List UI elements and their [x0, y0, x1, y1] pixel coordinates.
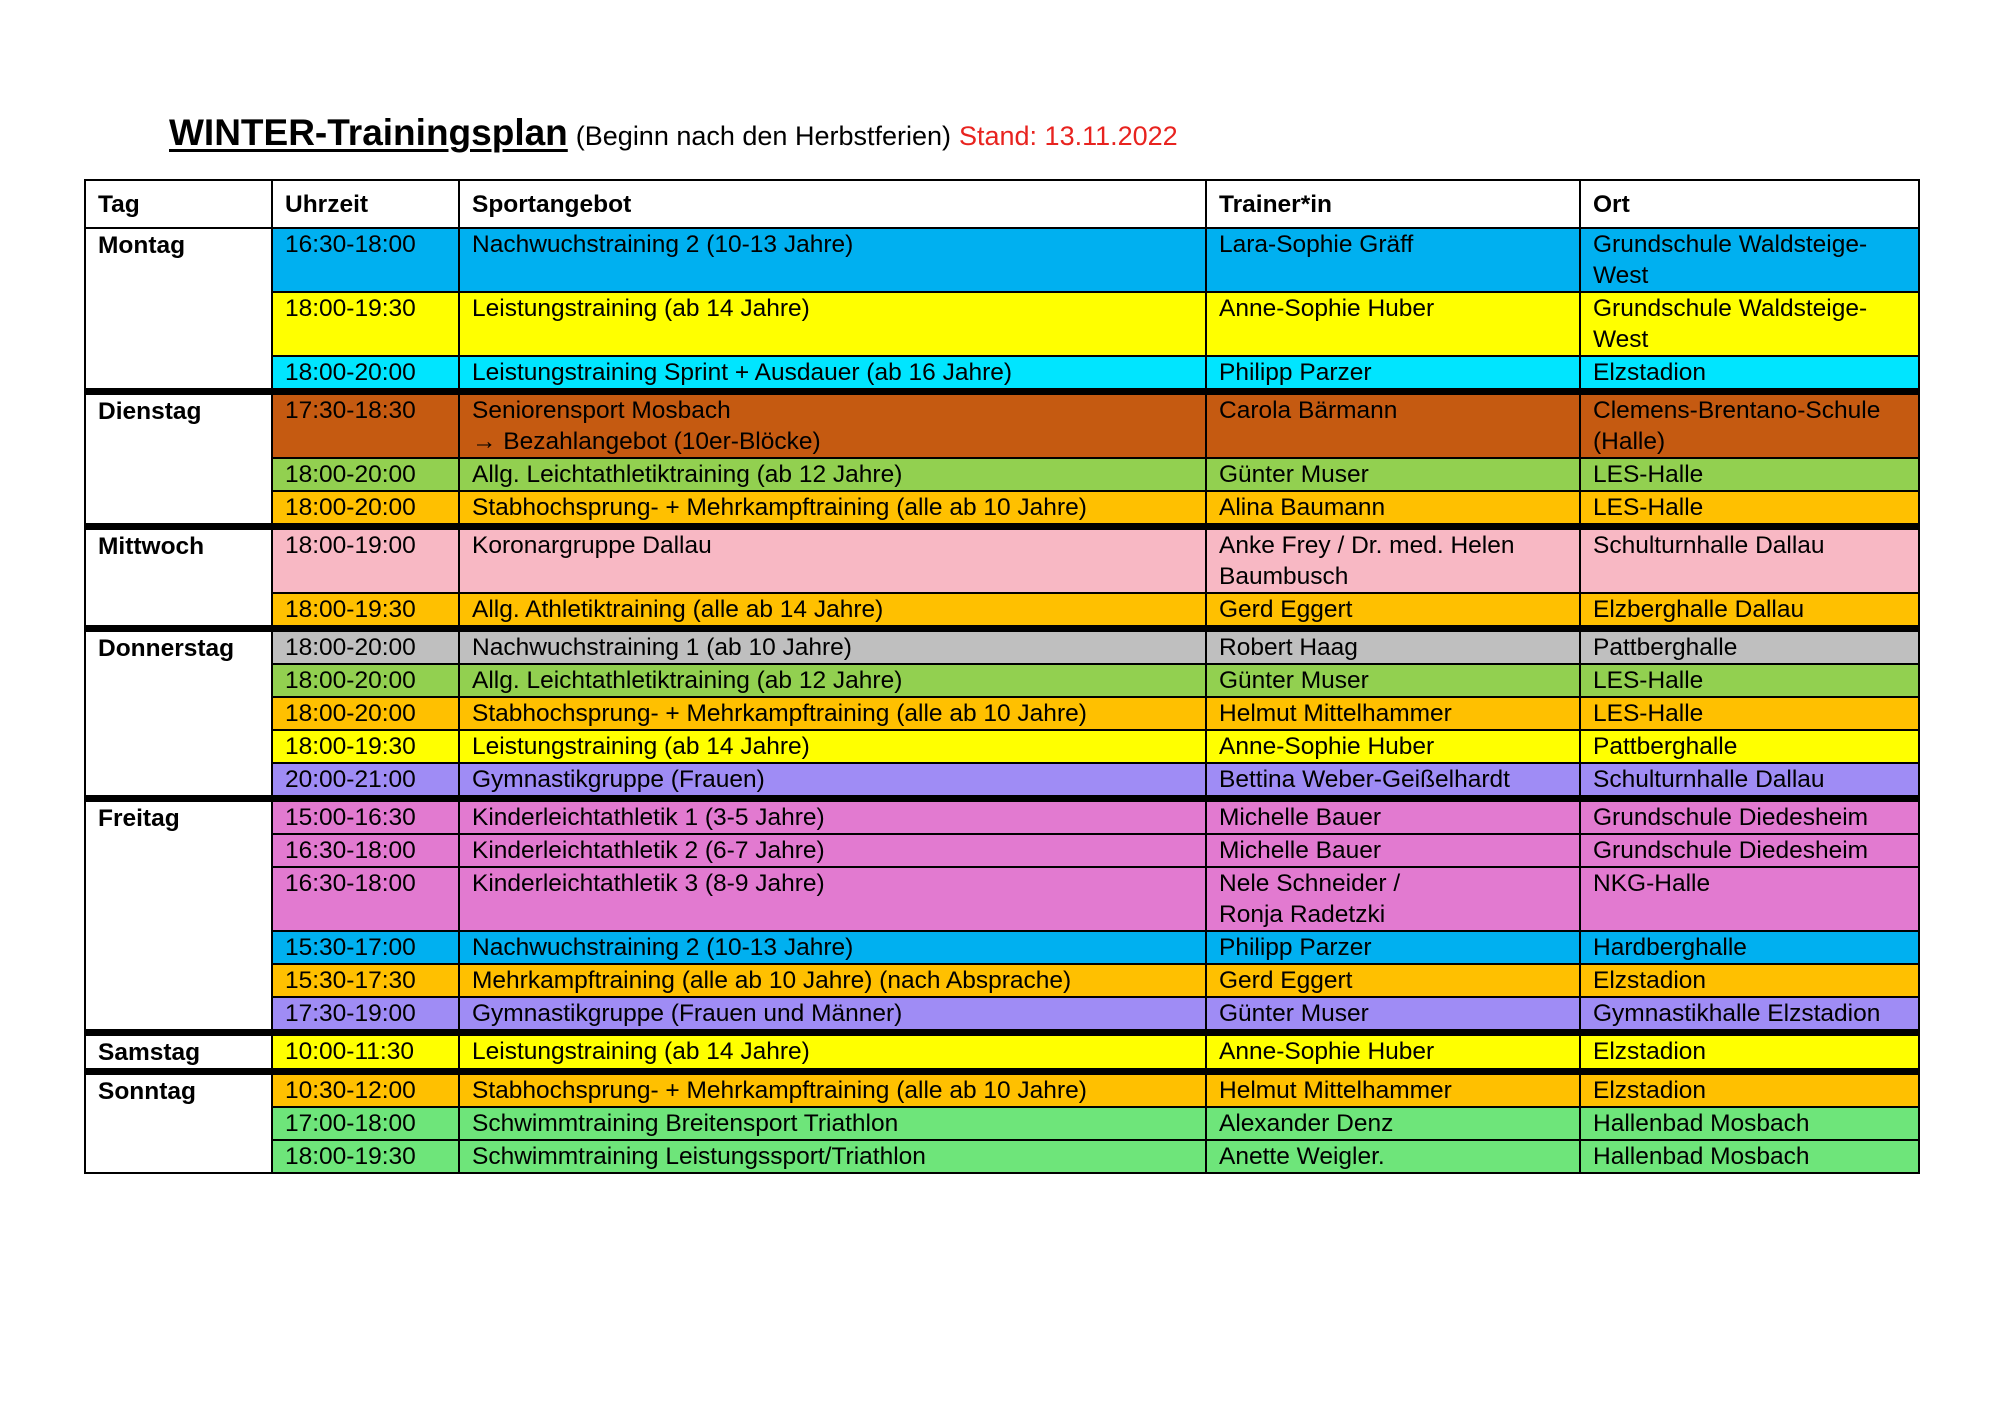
offer-cell: Stabhochsprung- + Mehrkampftraining (alle ab 10 Jahre) — [459, 491, 1206, 527]
table-row — [85, 491, 1919, 527]
place-cell: LES-Halle — [1580, 664, 1919, 697]
place-cell: Elzstadion — [1580, 356, 1919, 392]
table-row — [85, 593, 1919, 629]
offer-cell: Nachwuchstraining 1 (ab 10 Jahre) — [459, 629, 1206, 665]
time-cell: 10:30-12:00 — [272, 1072, 459, 1108]
place-cell: Clemens-Brentano-Schule (Halle) — [1580, 392, 1919, 459]
trainer-cell: Robert Haag — [1206, 629, 1580, 665]
place-cell: Grundschule Waldsteige-West — [1580, 228, 1919, 292]
time-cell: 17:30-18:30 — [272, 392, 459, 459]
offer-cell: Allg. Athletiktraining (alle ab 14 Jahre) — [459, 593, 1206, 629]
day-cell: Samstag — [85, 1033, 272, 1072]
column-header-sportangebot: Sportangebot — [459, 180, 1206, 228]
time-cell: 16:30-18:00 — [272, 228, 459, 292]
trainer-cell: Anke Frey / Dr. med. Helen Baumbusch — [1206, 527, 1580, 594]
time-cell: 15:30-17:30 — [272, 964, 459, 997]
trainer-cell: Anne-Sophie Huber — [1206, 1033, 1580, 1072]
day-group-freitag — [85, 799, 1919, 1033]
day-group-donnerstag — [85, 629, 1919, 799]
day-group-montag — [85, 228, 1919, 392]
offer-cell: Allg. Leichtathletiktraining (ab 12 Jahre) — [459, 458, 1206, 491]
time-cell: 15:00-16:30 — [272, 799, 459, 835]
day-group-sonntag — [85, 1072, 1919, 1174]
trainer-cell: Günter Muser — [1206, 664, 1580, 697]
table-row — [85, 664, 1919, 697]
offer-cell: Schwimmtraining Breitensport Triathlon — [459, 1107, 1206, 1140]
trainer-cell: Günter Muser — [1206, 997, 1580, 1033]
trainer-cell: Alexander Denz — [1206, 1107, 1580, 1140]
trainer-cell: Nele Schneider / Ronja Radetzki — [1206, 867, 1580, 931]
table-row — [85, 931, 1919, 964]
trainer-cell: Michelle Bauer — [1206, 799, 1580, 835]
offer-cell: Nachwuchstraining 2 (10-13 Jahre) — [459, 228, 1206, 292]
offer-cell: Seniorensport Mosbach → Bezahlangebot (10er-Blöcke) — [459, 392, 1206, 459]
time-cell: 18:00-19:30 — [272, 593, 459, 629]
table-row — [85, 1140, 1919, 1173]
trainer-cell: Carola Bärmann — [1206, 392, 1580, 459]
day-cell: Montag — [85, 228, 272, 392]
day-group-dienstag — [85, 392, 1919, 527]
time-cell: 20:00-21:00 — [272, 763, 459, 799]
trainer-cell: Helmut Mittelhammer — [1206, 697, 1580, 730]
day-cell: Donnerstag — [85, 629, 272, 799]
table-row — [85, 834, 1919, 867]
trainer-cell: Günter Muser — [1206, 458, 1580, 491]
trainer-cell: Bettina Weber-Geißelhardt — [1206, 763, 1580, 799]
time-cell: 18:00-20:00 — [272, 356, 459, 392]
table-row — [85, 292, 1919, 356]
place-cell: Pattberghalle — [1580, 629, 1919, 665]
day-cell: Dienstag — [85, 392, 272, 527]
stand-date: Stand: 13.11.2022 — [959, 121, 1178, 151]
place-cell: Schulturnhalle Dallau — [1580, 527, 1919, 594]
page-title: WINTER-Trainingsplan — [169, 112, 568, 153]
trainer-cell: Philipp Parzer — [1206, 931, 1580, 964]
trainer-cell: Anne-Sophie Huber — [1206, 292, 1580, 356]
day-cell: Mittwoch — [85, 527, 272, 629]
day-cell: Freitag — [85, 799, 272, 1033]
time-cell: 18:00-19:30 — [272, 730, 459, 763]
trainer-cell: Alina Baumann — [1206, 491, 1580, 527]
table-row — [85, 697, 1919, 730]
place-cell: Elzstadion — [1580, 1072, 1919, 1108]
table-row — [85, 997, 1919, 1033]
day-group-samstag — [85, 1033, 1919, 1072]
table-row — [85, 356, 1919, 392]
trainer-cell: Gerd Eggert — [1206, 964, 1580, 997]
table-row — [85, 763, 1919, 799]
table-row — [85, 629, 1919, 665]
table-row — [85, 527, 1919, 594]
offer-cell: Stabhochsprung- + Mehrkampftraining (alle ab 10 Jahre) — [459, 1072, 1206, 1108]
offer-cell: Gymnastikgruppe (Frauen) — [459, 763, 1206, 799]
time-cell: 18:00-19:30 — [272, 1140, 459, 1173]
header-row — [85, 180, 1919, 228]
place-cell: Grundschule Diedesheim — [1580, 834, 1919, 867]
offer-cell: Allg. Leichtathletiktraining (ab 12 Jahre) — [459, 664, 1206, 697]
trainer-cell: Helmut Mittelhammer — [1206, 1072, 1580, 1108]
trainer-cell: Anette Weigler. — [1206, 1140, 1580, 1173]
training-schedule-table — [84, 179, 1920, 1174]
place-cell: Schulturnhalle Dallau — [1580, 763, 1919, 799]
page-subtitle: (Beginn nach den Herbstferien) — [575, 121, 951, 151]
table-row — [85, 1107, 1919, 1140]
place-cell: Elzberghalle Dallau — [1580, 593, 1919, 629]
time-cell: 18:00-20:00 — [272, 491, 459, 527]
offer-cell: Koronargruppe Dallau — [459, 527, 1206, 594]
trainer-cell: Anne-Sophie Huber — [1206, 730, 1580, 763]
day-cell: Sonntag — [85, 1072, 272, 1174]
time-cell: 17:30-19:00 — [272, 997, 459, 1033]
column-header-uhrzeit: Uhrzeit — [272, 180, 459, 228]
table-row — [85, 730, 1919, 763]
place-cell: LES-Halle — [1580, 458, 1919, 491]
trainer-cell: Lara-Sophie Gräff — [1206, 228, 1580, 292]
table-header — [85, 180, 1919, 228]
place-cell: Grundschule Waldsteige-West — [1580, 292, 1919, 356]
time-cell: 17:00-18:00 — [272, 1107, 459, 1140]
time-cell: 16:30-18:00 — [272, 834, 459, 867]
day-group-mittwoch — [85, 527, 1919, 629]
place-cell: Hardberghalle — [1580, 931, 1919, 964]
time-cell: 10:00-11:30 — [272, 1033, 459, 1072]
offer-cell: Schwimmtraining Leistungssport/Triathlon — [459, 1140, 1206, 1173]
time-cell: 18:00-20:00 — [272, 458, 459, 491]
time-cell: 18:00-20:00 — [272, 697, 459, 730]
offer-cell: Leistungstraining Sprint + Ausdauer (ab 16 Jahre) — [459, 356, 1206, 392]
time-cell: 18:00-19:30 — [272, 292, 459, 356]
time-cell: 18:00-20:00 — [272, 629, 459, 665]
table-row — [85, 867, 1919, 931]
table-row — [85, 799, 1919, 835]
table-row — [85, 1033, 1919, 1072]
column-header-ort: Ort — [1580, 180, 1919, 228]
offer-cell: Gymnastikgruppe (Frauen und Männer) — [459, 997, 1206, 1033]
place-cell: Elzstadion — [1580, 1033, 1919, 1072]
offer-cell: Leistungstraining (ab 14 Jahre) — [459, 292, 1206, 356]
offer-cell: Kinderleichtathletik 3 (8-9 Jahre) — [459, 867, 1206, 931]
offer-cell: Stabhochsprung- + Mehrkampftraining (alle ab 10 Jahre) — [459, 697, 1206, 730]
column-header-trainer: Trainer*in — [1206, 180, 1580, 228]
place-cell: NKG-Halle — [1580, 867, 1919, 931]
offer-cell: Leistungstraining (ab 14 Jahre) — [459, 730, 1206, 763]
table-row — [85, 228, 1919, 292]
place-cell: Grundschule Diedesheim — [1580, 799, 1919, 835]
time-cell: 18:00-20:00 — [272, 664, 459, 697]
place-cell: Elzstadion — [1580, 964, 1919, 997]
place-cell: LES-Halle — [1580, 491, 1919, 527]
place-cell: Pattberghalle — [1580, 730, 1919, 763]
offer-cell: Kinderleichtathletik 2 (6-7 Jahre) — [459, 834, 1206, 867]
table-row — [85, 1072, 1919, 1108]
time-cell: 16:30-18:00 — [272, 867, 459, 931]
column-header-tag: Tag — [85, 180, 272, 228]
page-heading — [169, 112, 1178, 154]
table-row — [85, 964, 1919, 997]
time-cell: 15:30-17:00 — [272, 931, 459, 964]
offer-cell: Nachwuchstraining 2 (10-13 Jahre) — [459, 931, 1206, 964]
time-cell: 18:00-19:00 — [272, 527, 459, 594]
table-row — [85, 392, 1919, 459]
place-cell: Hallenbad Mosbach — [1580, 1107, 1919, 1140]
place-cell: Gymnastikhalle Elzstadion — [1580, 997, 1919, 1033]
place-cell: LES-Halle — [1580, 697, 1919, 730]
trainer-cell: Philipp Parzer — [1206, 356, 1580, 392]
trainer-cell: Gerd Eggert — [1206, 593, 1580, 629]
offer-cell: Mehrkampftraining (alle ab 10 Jahre) (nach Absprache) — [459, 964, 1206, 997]
place-cell: Hallenbad Mosbach — [1580, 1140, 1919, 1173]
offer-cell: Kinderleichtathletik 1 (3-5 Jahre) — [459, 799, 1206, 835]
offer-cell: Leistungstraining (ab 14 Jahre) — [459, 1033, 1206, 1072]
table-row — [85, 458, 1919, 491]
trainer-cell: Michelle Bauer — [1206, 834, 1580, 867]
